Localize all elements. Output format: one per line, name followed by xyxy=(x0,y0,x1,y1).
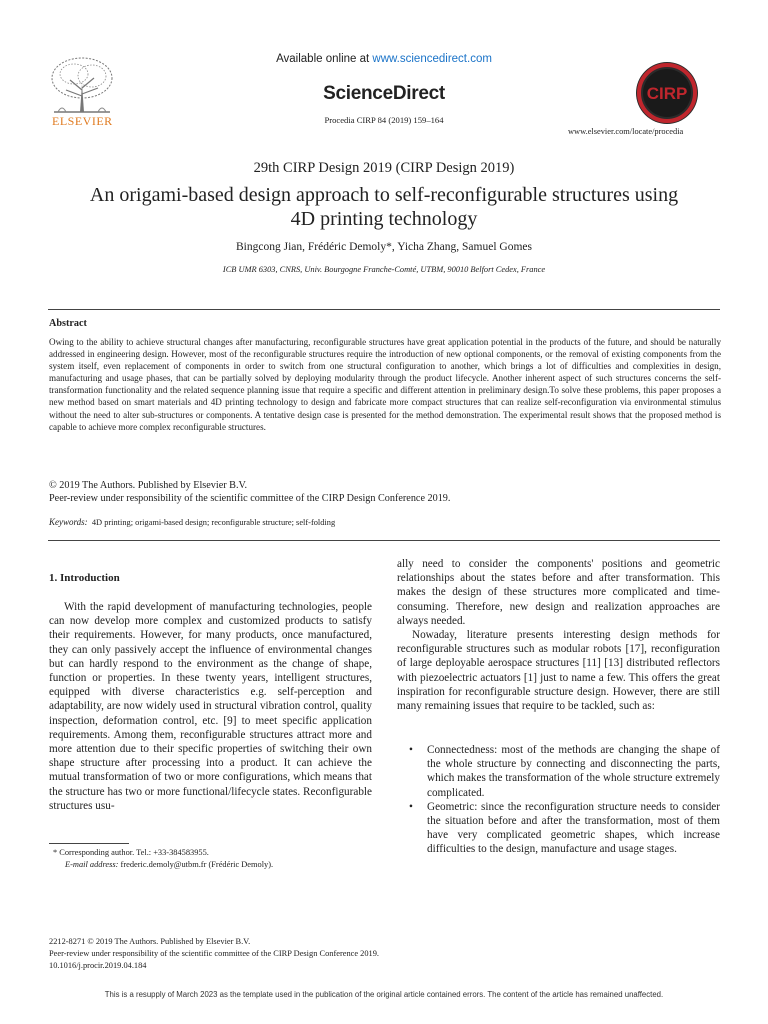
bullet-icon: • xyxy=(409,744,413,756)
footnote-divider xyxy=(49,843,129,844)
corresponding-author-note: * Corresponding author. Tel.: +33-384583955. xyxy=(53,848,209,857)
peer-review-line: Peer-review under responsibility of the scientific committee of the CIRP Design Conference 2019. xyxy=(49,493,451,504)
doi-line[interactable]: 10.1016/j.procir.2019.04.184 xyxy=(49,961,147,970)
intro-right-column xyxy=(397,557,720,713)
journal-reference: Procedia CIRP 84 (2019) 159–164 xyxy=(324,115,444,125)
cirp-logo-text: CIRP xyxy=(646,84,688,103)
cirp-emblem-icon xyxy=(628,60,706,126)
sciencedirect-link[interactable]: www.sciencedirect.com xyxy=(372,53,492,65)
affiliation: ICB UMR 6303, CNRS, Univ. Bourgogne Franche-Comté, UTBM, 90010 Belfort Cedex, France xyxy=(222,265,546,274)
title-line-1: An origami-based design approach to self-reconfigurable structures using xyxy=(89,184,679,206)
title-line-2: 4D printing technology xyxy=(290,208,478,230)
resupply-notice: This is a resupply of March 2023 as the template used in the publication of the original article contained errors. The content of the article has remained unaffected. xyxy=(104,990,664,999)
email-note xyxy=(65,860,273,869)
conference-name: 29th CIRP Design 2019 (CIRP Design 2019) xyxy=(253,160,515,176)
intro-paragraph-3: Nowaday, literature presents interesting design methods for reconfigurable structures such as modular robots [17], reconfiguration of large deployable aerospace structures [11] [13] distributed reflectors with piezoelectric actuators [1] just to name a few. This offers the great inspiration for reconfigurable structure design. However, there are still many remaining issues that require to be tackled, such as: xyxy=(397,629,720,713)
cirp-logo xyxy=(628,60,706,126)
intro-paragraph-2: ally need to consider the components' positions and geometric relationships about the states before and after transformation. This makes the design of these structures more complicated and time-consuming. Therefore, new design and realization approaches are always needed. xyxy=(397,558,720,627)
abstract-heading: Abstract xyxy=(49,318,87,329)
intro-left-column xyxy=(49,600,372,813)
divider-bottom xyxy=(48,540,720,541)
issn-line: 2212-8271 © 2019 The Authors. Published by Elsevier B.V. xyxy=(49,937,251,946)
list-item xyxy=(397,800,720,857)
footer-peer-review: Peer-review under responsibility of the scientific committee of the CIRP Design Conference 2019. xyxy=(49,949,380,958)
section-heading-introduction: 1. Introduction xyxy=(49,572,120,584)
intro-paragraph-1: With the rapid development of manufacturing technologies, people can now develop more complex and customized products to satisfy their requirements. However, for many products, once manufactured, they can only passively accept the influence of environmental changes but can hardly respond to the environment as the change of shape, function or properties. In these twenty years, intelligent structures, equipped with diverse characteristics e.g. self-perception and adaptability, are now widely used in structural vibration control, quality inspection, deformation control, etc. [9] to meet specific application requirements. Among them, reconfigurable structures attract more and more attention due to their specific properties of switching their own shape structure after processing into a product. It can achieve the mutual transformation of two or more configurations, which means that the structure has two or more functional/lifecycle states. Reconfigurable structures usu- xyxy=(49,601,372,812)
publisher-name: ELSEVIER xyxy=(52,114,113,128)
list-item-text: Connectedness: most of the methods are changing the shape of the whole structure by connecting and disconnecting the parts, which makes the transformation of the whole structure extremely complicated. xyxy=(427,744,720,799)
journal-homepage-link[interactable]: www.elsevier.com/locate/procedia xyxy=(568,127,684,136)
keywords-list: 4D printing; origami-based design; reconfigurable structure; self-folding xyxy=(91,518,336,527)
list-item xyxy=(397,743,720,800)
issues-list xyxy=(397,743,720,857)
list-item-text: Geometric: since the reconfiguration structure needs to consider the situation before and after the transformation, most of them have very complicated geometric shapes, which increase difficulties to the design, manufacture and usage stages. xyxy=(427,800,720,856)
bullet-icon: • xyxy=(409,800,413,813)
divider-top xyxy=(48,309,720,310)
author-list: Bingcong Jian, Frédéric Demoly*, Yicha Zhang, Samuel Gomes xyxy=(236,241,532,253)
email-label: E-mail address: xyxy=(65,860,119,869)
keywords xyxy=(49,517,335,527)
keywords-label: Keywords: xyxy=(49,517,88,527)
email-address: frederic.demoly@utbm.fr (Frédéric Demoly). xyxy=(118,860,274,869)
available-prefix: Available online at xyxy=(276,53,373,65)
brand-name: ScienceDirect xyxy=(323,83,445,104)
article-title xyxy=(40,183,728,231)
abstract-text: Owing to the ability to achieve structural changes after manufacturing, reconfigurable structures have great application potential in the products of the future, and should be naturally addressed in engineering design. However, most of the reconfigurable structures require the introduction of new optional components, or the removal of existing components from the system itself, even replacement of components in order to switch from one structural configuration to another, which brings a lot of difficulties and complexities in design, manufacturing and usage phases, that can be partially solved by deploying modularity through the product lifecycle. Another inherent aspect of such structures concerns the self-transformation functionality and the related sequence planning issue that require a specific and different attention in preliminary design.To solve these problems, this paper proposes a new method based on smart materials and 4D printing technology to design and fabricate more compact structures that can realize self-reconfiguration via environmental stimulus without the need to alter sub-structures or components. A tentative design case is presented for the method demonstration. The experimental result shows that the proposed method is capable to achieve more complex reconfigurable structures. xyxy=(49,337,721,432)
copyright-line: © 2019 The Authors. Published by Elsevier B.V. xyxy=(49,480,248,491)
